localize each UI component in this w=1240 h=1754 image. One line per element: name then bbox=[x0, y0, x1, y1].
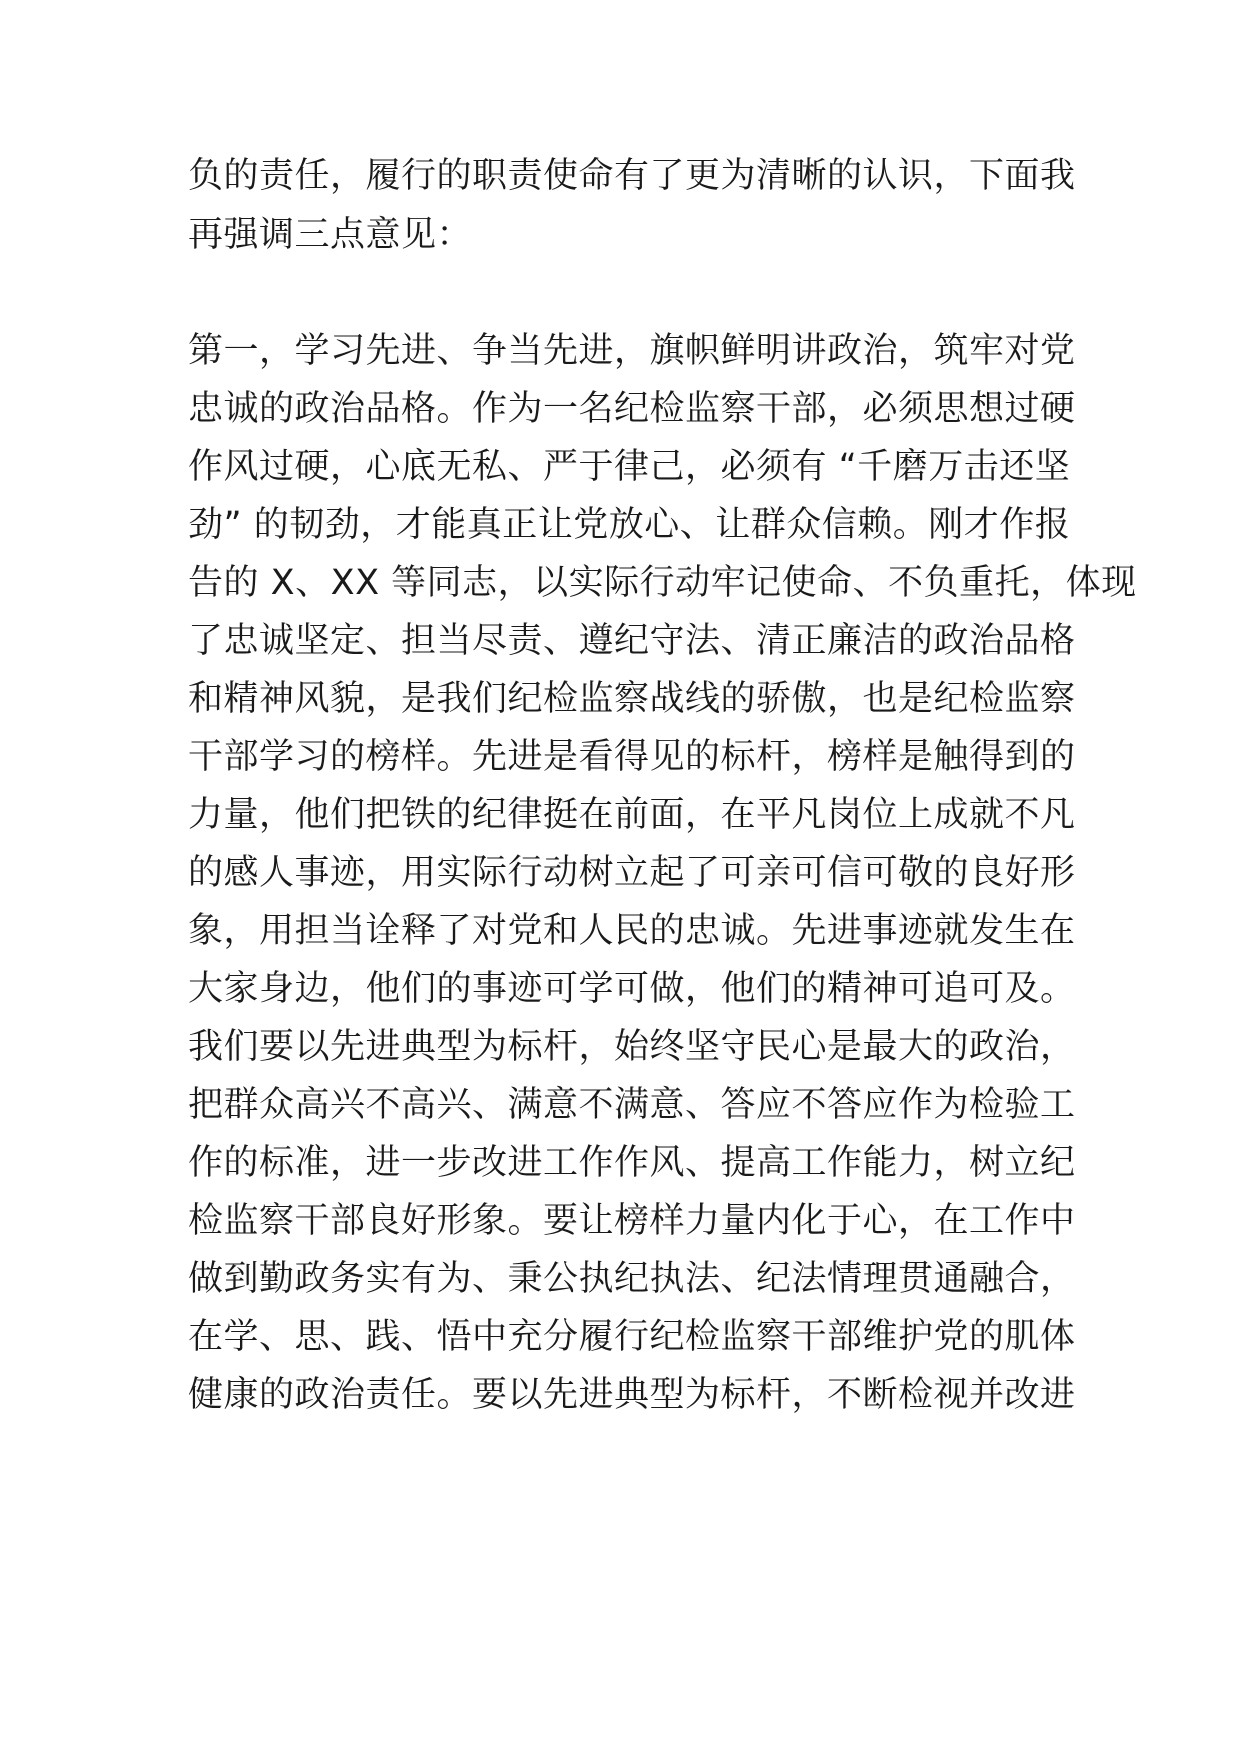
text-line: 再强调三点意见： bbox=[188, 215, 473, 255]
text-line: 第一，学习先进、争当先进，旗帜鲜明讲政治，筑牢对党 bbox=[188, 331, 1076, 371]
text-line: 健康的政治责任。要以先进典型为标杆，不断检视并改进 bbox=[188, 1375, 1076, 1415]
text-line: 告的 X、XX 等同志，以实际行动牢记使命、不负重托，体现 bbox=[188, 563, 1137, 603]
text-line: 作风过硬，心底无私、严于律己，必须有 “千磨万击还坚 bbox=[188, 447, 1071, 487]
text-line: 和精神风貌，是我们纪检监察战线的骄傲，也是纪检监察 bbox=[188, 679, 1076, 719]
text-line: 劲” 的韧劲，才能真正让党放心、让群众信赖。刚才作报 bbox=[188, 505, 1071, 545]
text-line: 忠诚的政治品格。作为一名纪检监察干部，必须思想过硬 bbox=[188, 389, 1076, 429]
text-line: 在学、思、践、悟中充分履行纪检监察干部维护党的肌体 bbox=[188, 1317, 1076, 1357]
text-line: 的感人事迹，用实际行动树立起了可亲可信可敬的良好形 bbox=[188, 853, 1076, 893]
text-line: 我们要以先进典型为标杆，始终坚守民心是最大的政治， bbox=[188, 1027, 1076, 1067]
text-line: 做到勤政务实有为、秉公执纪执法、纪法情理贯通融合， bbox=[188, 1259, 1076, 1299]
text-line: 干部学习的榜样。先进是看得见的标杆，榜样是触得到的 bbox=[188, 737, 1076, 777]
text-line: 负的责任，履行的职责使命有了更为清晰的认识，下面我 bbox=[188, 156, 1076, 196]
text-line: 力量，他们把铁的纪律挺在前面，在平凡岗位上成就不凡 bbox=[188, 795, 1076, 835]
text-line: 把群众高兴不高兴、满意不满意、答应不答应作为检验工 bbox=[188, 1085, 1076, 1125]
text-line: 象，用担当诠释了对党和人民的忠诚。先进事迹就发生在 bbox=[188, 911, 1076, 951]
text-line: 了忠诚坚定、担当尽责、遵纪守法、清正廉洁的政治品格 bbox=[188, 621, 1076, 661]
text-line: 作的标准，进一步改进工作作风、提高工作能力，树立纪 bbox=[188, 1143, 1076, 1183]
text-line: 大家身边，他们的事迹可学可做，他们的精神可追可及。 bbox=[188, 969, 1076, 1009]
text-line: 检监察干部良好形象。要让榜样力量内化于心，在工作中 bbox=[188, 1201, 1076, 1241]
